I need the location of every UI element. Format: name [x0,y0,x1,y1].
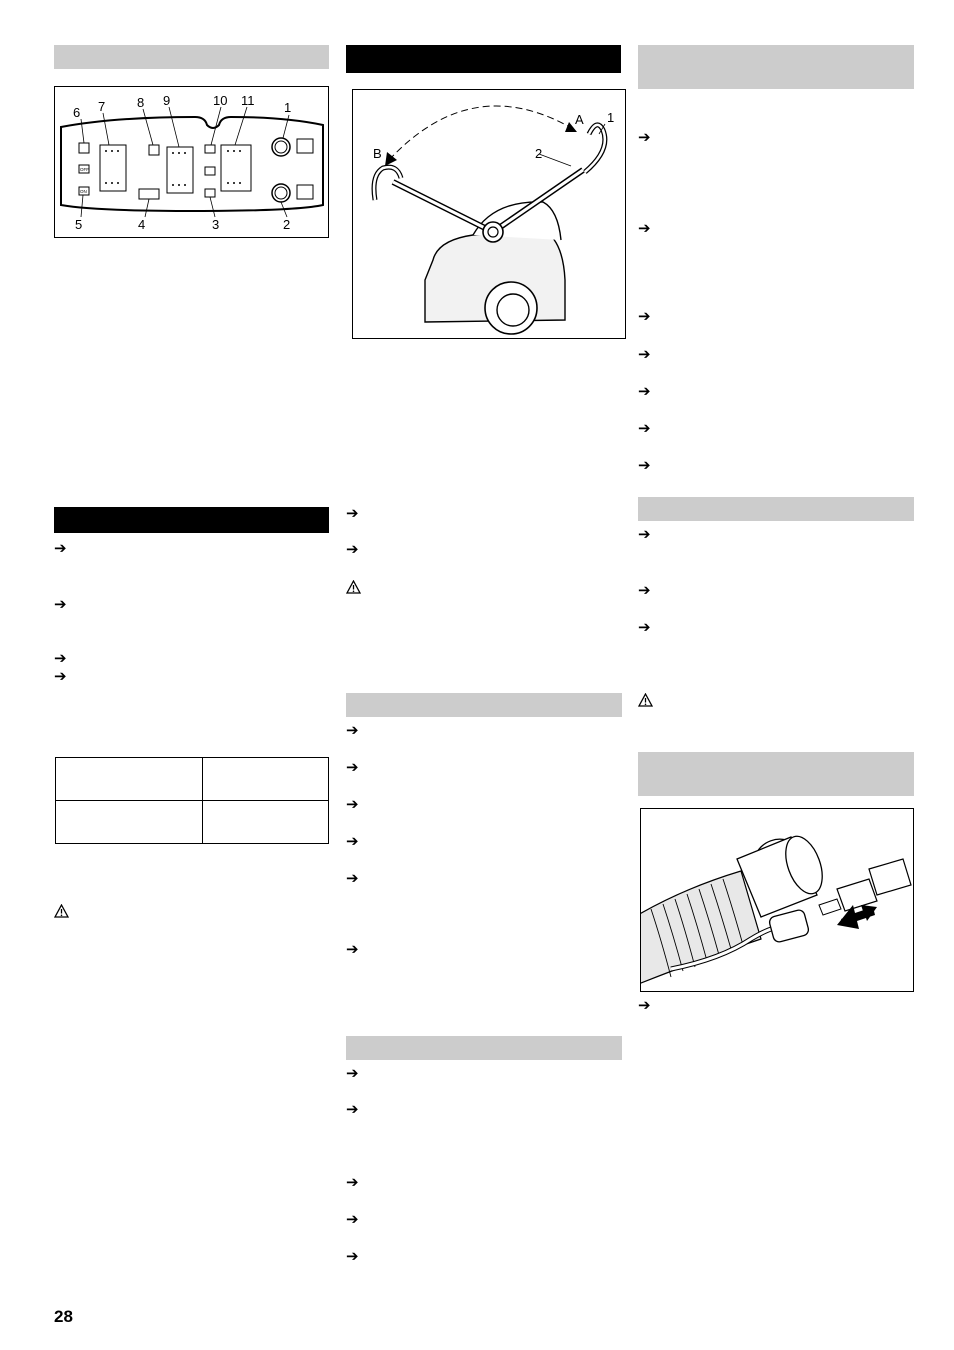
warning-triangle-icon [346,580,361,594]
arrow-bullet-icon: ➔ [346,1100,359,1118]
arrow-bullet-icon: ➔ [638,996,651,1014]
section-header-bar [346,693,622,717]
arrow-bullet-icon: ➔ [638,382,651,400]
arrow-bullet-icon: ➔ [638,419,651,437]
callout-a: A [575,112,584,127]
callout-8: 8 [137,95,145,110]
machine-drawing [353,90,625,338]
section-header-bar-black [54,507,329,533]
arrow-bullet-icon: ➔ [346,832,359,850]
control-panel-drawing [55,87,328,237]
arrow-bullet-icon: ➔ [346,940,359,958]
arrow-bullet-icon: ➔ [54,595,67,613]
callout-2: 2 [535,146,543,161]
arrow-bullet-icon: ➔ [638,618,651,636]
callout-b: B [373,146,382,161]
arrow-bullet-icon: ➔ [638,307,651,325]
arrow-bullet-icon: ➔ [638,219,651,237]
off-button-label: OFF [80,167,89,172]
table-cell [203,801,329,844]
section-header-bar [346,1036,622,1060]
hose-coupling-figure [640,808,914,992]
callout-4: 4 [138,217,146,232]
callout-11: 11 [241,93,255,108]
hose-coupling-drawing [641,809,913,991]
arrow-bullet-icon: ➔ [638,128,651,146]
table-cell [56,758,203,801]
control-panel-figure [54,86,329,238]
arrow-bullet-icon: ➔ [638,525,651,543]
arrow-bullet-icon: ➔ [54,539,67,557]
callout-10: 10 [213,93,228,108]
table-row [56,758,329,801]
callout-6: 6 [73,105,81,120]
warning-triangle-icon [54,904,69,918]
section-header-bar [638,45,914,89]
section-header-bar [638,752,914,796]
callout-9: 9 [163,93,171,108]
arrow-bullet-icon: ➔ [346,758,359,776]
arrow-bullet-icon: ➔ [346,1210,359,1228]
arrow-bullet-icon: ➔ [346,540,359,558]
arrow-bullet-icon: ➔ [346,504,359,522]
section-header-bar [638,497,914,521]
warning-triangle-icon [638,693,653,707]
arrow-bullet-icon: ➔ [346,1247,359,1265]
arrow-bullet-icon: ➔ [638,456,651,474]
arrow-bullet-icon: ➔ [346,1173,359,1191]
spec-table [55,757,329,844]
arrow-bullet-icon: ➔ [638,581,651,599]
section-header-bar [54,45,329,69]
table-row [56,801,329,844]
callout-1: 1 [607,110,615,125]
arrow-bullet-icon: ➔ [638,345,651,363]
arrow-bullet-icon: ➔ [346,1064,359,1082]
arrow-bullet-icon: ➔ [346,795,359,813]
callout-2: 2 [283,217,291,232]
handle-adjust-figure [352,89,626,339]
arrow-bullet-icon: ➔ [346,869,359,887]
on-button-label: ON [80,189,87,194]
page-number: 28 [54,1307,73,1326]
callout-3: 3 [212,217,220,232]
arrow-bullet-icon: ➔ [54,667,67,685]
table-cell [203,758,329,801]
callout-5: 5 [75,217,83,232]
section-header-bar-black [346,45,621,73]
callout-1: 1 [284,100,292,115]
arrow-bullet-icon: ➔ [54,649,67,667]
table-cell [56,801,203,844]
arrow-bullet-icon: ➔ [346,721,359,739]
callout-7: 7 [98,99,106,114]
